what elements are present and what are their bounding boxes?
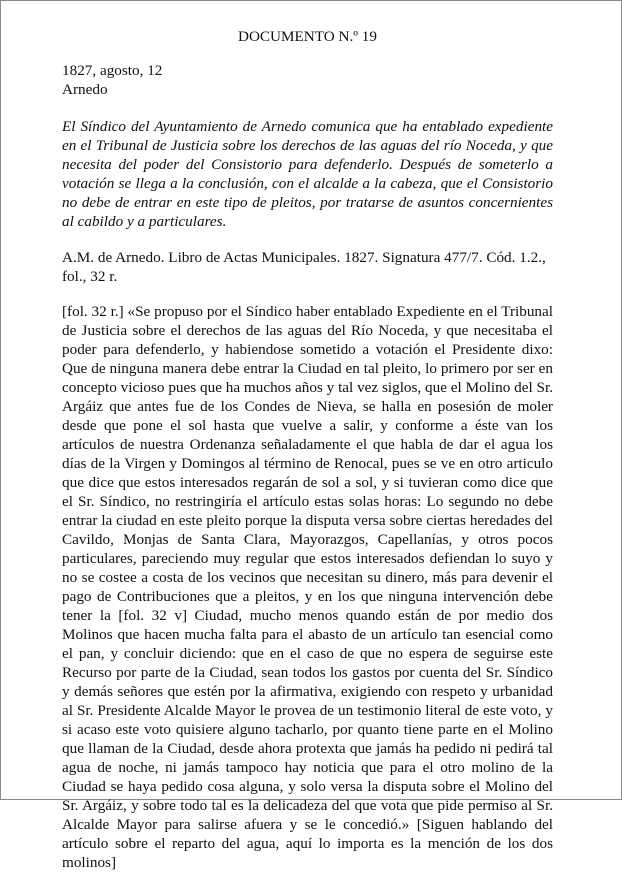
document-body: [fol. 32 r.] «Se propuso por el Síndico haber entablado Expediente en el Tribunal de Justicia sobre el derechos de las aguas del Río Noceda, y que necesitaba el poder para defenderlo, y habiendose sometido a votación el Presidente dixo: Que de ninguna manera debe entrar la Ciudad en tal pleito, lo primero por ser en concepto vicioso pues que ha muchos años y tal vez siglos, que el Molino del Sr. Argáiz que antes fue de los Condes de Nieva, se halla en posesión de moler desde que pone el sol hasta que vuelve a salir, y conforme a éste van los artículos de nuestra Ordenanza señaladamente el que habla de dar el agua los días de la Virgen y Domingos al término de Renocal, pues se ve en otro articulo que dice que estos interesados regarán de sol a sol, y si tuvieran como dice que el Sr. Síndico, no restringiría el artículo estas solas horas: Lo segundo no debe entrar la ciudad en este pleito porque la disputa versa sobre ciertas heredades del Cavildo, Monjas de Santa Clara, Mayorazgos, Capellanías, y otros pocos particulares, pareciendo muy regular que estos interesados defiendan lo suyo y no se costee a costa de los vecinos que necesitan su dinero, más para devenir el pago de Contribuciones que a pleitos, y en los que ninguna intervención debe tener la [fol. 32 v] Ciudad, mucho menos quando están de por medio dos Molinos que hacen mucha falta para el abasto de un artículo tan esencial como el pan, y concluir diciendo: que en el caso de que no espera de seguirse este Recurso por parte de la Ciudad, sean todos los gastos por cuenta del Sr. Síndico y demás señores que estén por la afirmativa, exigiendo con respeto y urbanidad al Sr. Presidente Alcalde Mayor le provea de un testimonio literal de este voto, y si acaso este voto quisiere alguno tacharlo, por quanto tiene parte en el Molino que llaman de la Ciudad, desde ahora protexta que jamás ha pedido ni pedirá tal agua de noche, ni jamás tampoco hay noticia que para el otro molino de la Ciudad se haya pedido cosa alguna, y solo versa la disputa sobre el Molino del Sr. Argáiz, y sobre todo tal es la delicadeza del que vota que pide permiso al Sr. Alcalde Mayor para salirse afuera y se le concedió.» [Siguen hablando del artículo sobre el reparto del agua, aquí lo importa es la mención de los dos molinos] [62, 303, 553, 871]
document-content [62, 27, 553, 872]
document-source: A.M. de Arnedo. Libro de Actas Municipales. 1827. Signatura 477/7. Cód. 1.2., fol., 32 r. [62, 249, 546, 285]
document-title: DOCUMENTO N.º 19 [237, 28, 377, 45]
document-summary: El Síndico del Ayuntamiento de Arnedo comunica que ha entablado expediente en el Tribunal de Justicia sobre los derechos de las aguas del río Noceda, y que necesita del poder del Consistorio para defenderlo. Después de someterlo a votación se llega a la conclusión, con el alcalde a la cabeza, que el Consistorio no debe de entrar en este tipo de pleitos, por tratarse de asuntos concernientes al cabildo y a particulares. [62, 118, 553, 230]
document-place: Arnedo [62, 81, 108, 98]
document-date: 1827, agosto, 12 [62, 62, 163, 79]
